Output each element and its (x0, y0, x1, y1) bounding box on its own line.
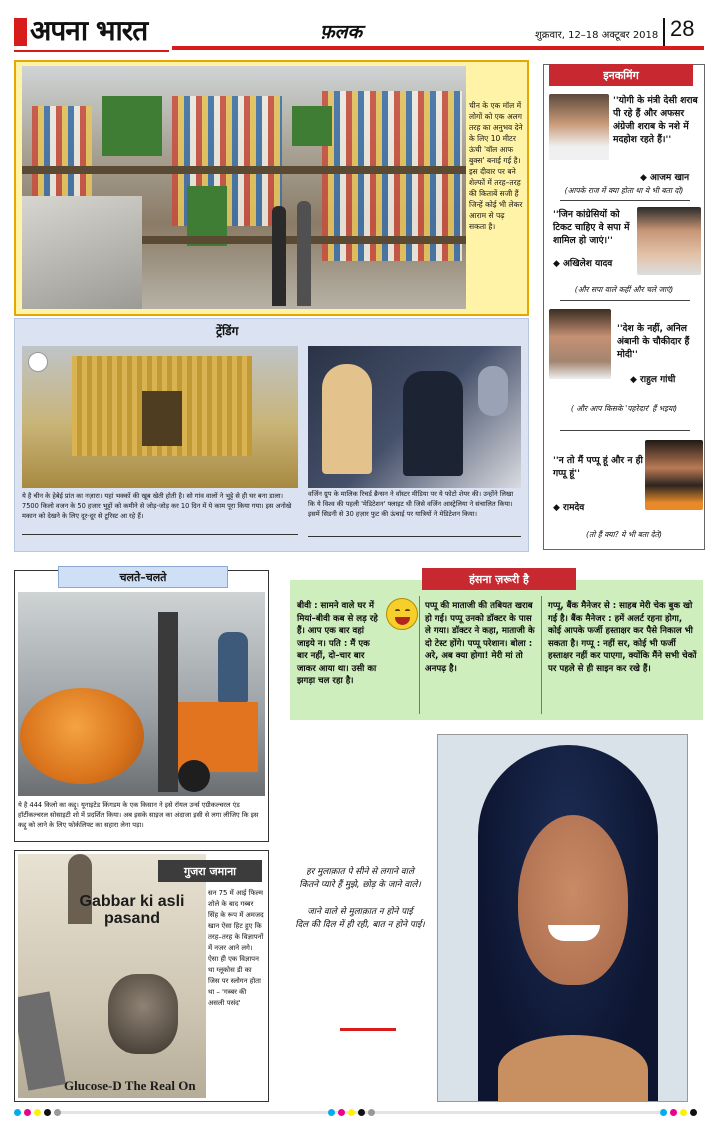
ad-headline: Gabbar ki asli pasand (79, 893, 185, 927)
shoulders (498, 1035, 648, 1102)
poem-rule (340, 1028, 396, 1031)
rahul-gandhi-photo[interactable] (549, 309, 611, 379)
airplane-window (478, 366, 508, 416)
registration-dot (660, 1109, 667, 1116)
incoming-separator (560, 200, 690, 201)
section-name: फ़लक (320, 21, 363, 43)
green-wall-panel (292, 106, 332, 146)
registration-dot (348, 1109, 355, 1116)
ad-brand: Glucose-D The Real On (64, 1078, 196, 1093)
smile (548, 925, 600, 941)
gujra-zamana-title: गुजरा जमाना (183, 865, 237, 878)
glucose-pack (18, 991, 66, 1090)
gabbar-caption: सन 75 में आई फिल्म शोले के बाद गब्बर सिंह के रूप में अमजद खान ऐसा हिट हुए कि तरह–तरह के विज्ञापनों में नजर आने लगे। ऐसा ही एक विज्ञापन था ग्लूकोस डी का जिस पर स्लोगन होता था – 'गब्बर की असली पसंद' (208, 889, 264, 1007)
logo-accent (14, 18, 27, 46)
column-divider (541, 596, 542, 714)
registration-dot (670, 1109, 677, 1116)
incoming-separator (560, 430, 690, 431)
meditation-flight-photo[interactable] (308, 346, 521, 488)
poem-line: कितने प्यारे हैं मुझे, छोड़ के जाने वाले। (299, 880, 421, 890)
gabbar-advertisement-photo[interactable] (18, 854, 206, 1098)
caption-rule (308, 536, 521, 537)
azam-khan-photo[interactable] (549, 94, 609, 160)
logo-icon (28, 352, 48, 372)
incoming-speaker: ◆ आजम खान (640, 173, 690, 183)
page-number-divider (663, 18, 665, 46)
publication-logo[interactable]: अपना भारत (30, 14, 148, 47)
page-number: 28 (670, 16, 695, 41)
operator-figure (218, 632, 248, 702)
joke-3: गप्पू, बैंक मैनेजर से : साहब मेरी चेक बुक खो गई है। बैंक मैनेजर : हमें अलर्ट रहना होगा, कोई आपके फर्जी हस्ताक्षर कर पैसे निकाल भी सकता है। गप्पू : नहीं सर, कोई भी फर्जी हस्ताक्षर नहीं कर पाएगा, क्योंकि मैंने सभी चेकों पर पहले से ही साइन कर रखे हैं। (548, 601, 697, 674)
masthead-rule (172, 46, 704, 50)
gabbar-face (108, 974, 178, 1054)
poem-line: हर मुलाक़ात पे सीने से लगाने वाले (306, 867, 414, 877)
incoming-remark: ( और आप किसके 'पहरेदार' हैं भइया) (570, 404, 678, 413)
incoming-speaker: ◆ अखिलेश यादव (553, 259, 613, 269)
forklift-mast (158, 612, 178, 792)
chalte-chalte-title: चलते–चलते (119, 571, 167, 584)
laughing-emoji-icon (386, 598, 418, 630)
corn-house-door (142, 391, 182, 446)
incoming-remark: (तो हैं क्या? ये भी बता देते) (586, 530, 662, 539)
wall-of-books-photo[interactable] (22, 66, 466, 309)
caption-rule (22, 534, 298, 535)
poem (290, 866, 430, 932)
model-portrait-photo[interactable] (437, 734, 688, 1102)
corn-house-photo[interactable] (22, 346, 298, 488)
registration-dot (54, 1109, 61, 1116)
passenger-figure (322, 364, 372, 474)
incoming-speaker: ◆ राहुल गांधी (630, 375, 676, 385)
face (518, 815, 628, 985)
registration-dot (680, 1109, 687, 1116)
registration-dot (14, 1109, 21, 1116)
incoming-quote: ''देश के नहीं, अनिल अंबानी के चौकीदार हैं मोदी'' (617, 323, 690, 360)
incoming-speaker: ◆ रामदेव (553, 503, 585, 513)
poem-line: दिल की दिल में ही रही, बात न होने पाई। (295, 920, 425, 930)
registration-dot (358, 1109, 365, 1116)
registration-dot (24, 1109, 31, 1116)
joke-2: पप्पू की माताजी की तबियत खराब हो गई। पप्पू उनको डॉक्टर के पास ले गया। डॉक्टर ने कहा, माताजी के दो टेस्ट होंगे। पप्पू परेशान। बोला : अरे, अब क्या होगा! मेरी मां तो अनपढ़ है। (425, 601, 535, 674)
giant-pumpkin-photo[interactable] (18, 592, 265, 796)
incoming-title: इनकमिंग (603, 69, 639, 82)
registration-dot (328, 1109, 335, 1116)
trending-title: ट्रेंडिंग (216, 324, 239, 338)
library-caption: चीन के एक मॉल में लोगों को एक अलग तरह का अनुभव देने के लिए 10 मीटर ऊंची 'वॉल आफ बुक्स' बनाई गई है। इस दीवार पर बने शेल्फों में तरह–तरह की किताबें सजी हैं जिन्हें कोई भी लेकर आराम से पढ़ सकता है। (469, 101, 523, 231)
column-divider (419, 596, 420, 714)
visitor-figure (272, 206, 286, 306)
visitor-figure (297, 201, 311, 306)
passenger-figure (403, 371, 463, 476)
registration-dot (44, 1109, 51, 1116)
staircase (22, 196, 142, 309)
incoming-remark: (आपके राज में क्या होता था ये भी बता दो) (564, 186, 684, 195)
ramdev-photo[interactable] (645, 440, 703, 510)
registration-dot (338, 1109, 345, 1116)
corn-house-caption: ये है चीन के हेबेई प्रांत का नज़ारा। यहां भक्कों की खूब खेती होती है। सो गांव वालों ने भुट्टे से ही घर बना डाला। 7500 किलो वजन के 50 हजार भुट्टों को कमीने से जोड़-जोड़ कर 10 दिन में ये काम पूरा किया गया। इस अनोखे मकान को देखने के लिए दूर-दूर से टूरिस्ट आ रहे हैं। (22, 492, 292, 520)
joke-1: बीवी : सामने वाले घर में मियां–बीवी कब से लड़ रहे हैं। आप एक बार वहां जाइये न। पति : मैं एक बार नहीं, दो–चार बार जाकर आया था। उसी का झगड़ा चल रहा है। (297, 601, 378, 686)
issue-date: शुक्रवार, 12–18 अक्टूबर 2018 (535, 30, 659, 41)
pumpkin (20, 688, 144, 784)
registration-dot (368, 1109, 375, 1116)
green-wall-panel (102, 96, 162, 156)
jokes-title: हंसना ज़रूरी है (469, 573, 529, 586)
forklift-wheel (178, 760, 210, 792)
meditation-flight-caption: वर्जिन ग्रुप के मालिक रिचर्ड ब्रैन्सन ने वॉस्टर मीडिया पर ये फोटो शेयर की। उन्होंने लिखा कि ये विश्व की पहली 'मेडिटेशन' फ्लाइट थी जिसे वर्जिन आस्ट्रेलिया ने संचालित किया। इसमें सिडनी से 30 हज़ार फुट की ऊंचाई पर यात्रियों ने मेडिटेशन किया। (308, 490, 514, 518)
pumpkin-caption: ये है 444 किलो का कद्दू। यूनाइटेड किंगडम के एक किसान ने इसे रॉयल उर्न्स एग्रीकल्चरल एंड हॉर्टीकल्चरल सोसाइटी शो में प्रदर्शित किया। अब इसके साइज का अंदाजा इसी से लगा लीजिए कि इस कद्दू को लाने के लिए फोर्कलिफ्ट का सहारा लेना पड़ा। (18, 801, 259, 829)
walkway (22, 166, 466, 174)
incoming-separator (560, 300, 690, 301)
poem-line: जाने वाले से मुलाक़ात न होने पाई (307, 907, 413, 917)
incoming-remark: (और सपा वाले कहीं और चले जाएं) (574, 285, 674, 294)
incoming-quote: ''न तो मैं पप्पू हूं और न ही गप्पू हूं'' (553, 455, 643, 479)
akhilesh-yadav-photo[interactable] (637, 207, 701, 275)
registration-dot (34, 1109, 41, 1116)
masthead-rule-left (14, 50, 169, 52)
registration-dot (690, 1109, 697, 1116)
incoming-quote: ''जिन कांग्रेसियों को टिकट चाहिए वे सपा में शामिल हो जाएं।'' (553, 209, 630, 246)
incoming-quote: ''योगी के मंत्री देसी शराब पी रहे हैं और अफसर अंग्रेजी शराब के नशे में मदहोश रहते हैं।'' (613, 95, 698, 145)
